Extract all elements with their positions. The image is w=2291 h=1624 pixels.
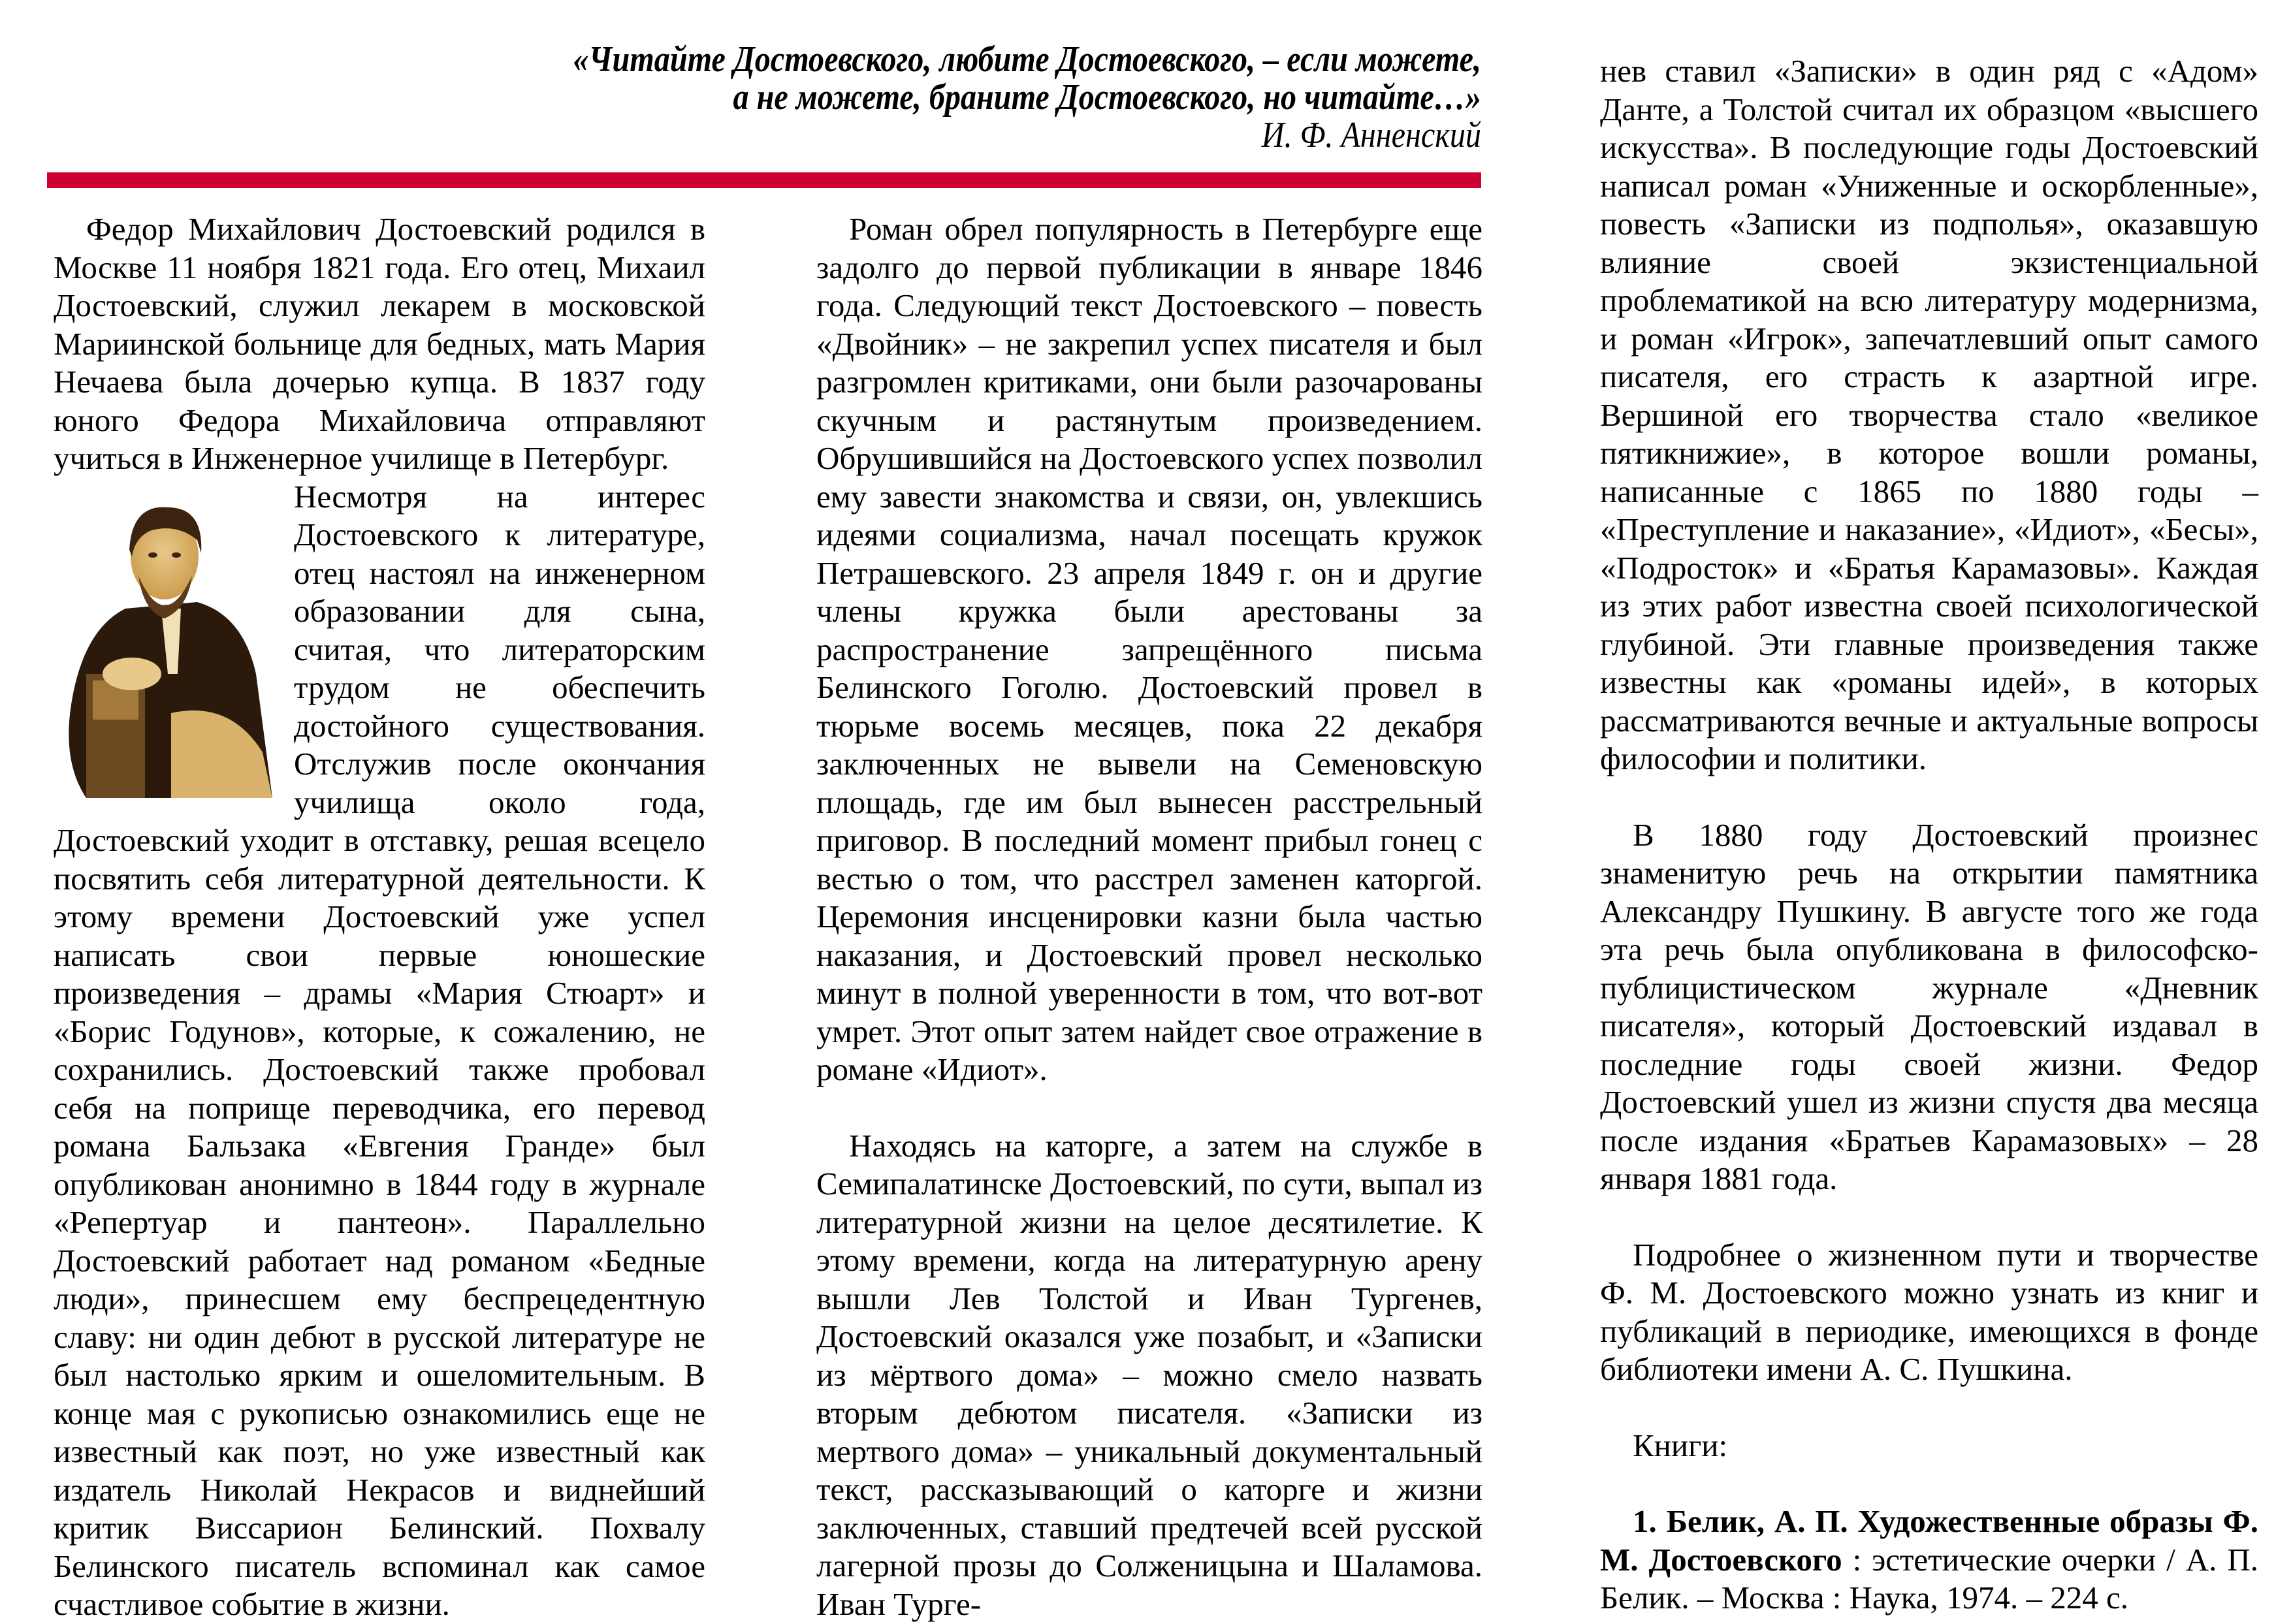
- paragraph-great-works: нев ставил «Записки» в один ряд с «Адом» Данте, а Толстой считал их образцом «высшего искусства». В последующие годы Достоевский написал роман «Униженные и оскорбленные», повесть «Записки из подполья», оказавшую влияние своей экзистенциальной проблематикой на всю литературу модернизма, и роман «Игрок», запечатлевший опыт самого писателя, его страсть к азартной игре. Вершиной его творчества стало «великое пятикнижие», в которое вошли романы, написанные с 1865 по 1880 годы – «Преступление и наказание», «Идиот», «Бесы», «Подросток» и «Братья Карамазовы». Каждая из этих работ известна своей психологической глубиной. Эти главные произведения также известны как «романы идей», в которых рассматриваются вечные и актуальные вопросы философии и политики.: [1600, 53, 2258, 776]
- book-details: : эстетические очерки / А. П. Белик. – Москва : Наука, 1974. – 224 с.: [1600, 1541, 2259, 1616]
- paragraph-library-note: Подробнее о жизненном пути и творчестве Ф. М. Достоевского можно узнать из книг и публикаций в периодике, имеющихся в фонде библиотеки имени А. С. Пушкина.: [1600, 1236, 2258, 1387]
- paragraph-novel-popularity: Роман обрел популярность в Петербурге еще задолго до первой публикации в январе 1846 года. Следующий текст Достоевского – повесть «Двойник» – не закрепил успех писателя и был разгромлен критиками, они были разочарованы скучным и растянутым произведением. Обрушившийся на Достоевского успех позволил ему завести знакомства и связи, он, увлекшись идеями социализма, начал посещать кружок Петрашевского. 23 апреля 1849 г. он и другие члены кружка были арестованы за распространение запрещённого письма Белинского Гоголю. Достоевский провел в тюрьме восемь месяцев, пока 22 декабря заключенных не вывели на Семеновскую площадь, где им был вынесен расстрельный приговор. В последний момент прибыл гонец с вестью о том, что расстрел заменен каторгой. Церемония инсценировки казни была частью наказания, и Достоевский провел несколько минут в полной уверенности в том, что вот-вот умрет. Этот опыт затем найдет свое отражение в романе «Идиот».: [816, 211, 1482, 1087]
- epigraph-line-1: «Читайте Достоевского, любите Достоевского, – если можете,: [573, 39, 1481, 80]
- paragraph-katorga: Находясь на каторге, а затем на службе в Семипалатинске Достоевский, по сути, выпал из литературной жизни на целое десятилетие. К этому времени, когда на литературную арену вышли Лев Толстой и Иван Тургенев, Достоевский оказался уже позабыт, и «Записки из мёртвого дома» – можно смело назвать вторым дебютом писателя. «Записки из мертвого дома» – уникальный документальный текст, рассказывающий о каторге и жизни заключенных, ставший предтечей всей русской лагерной прозы до Солженицына и Шаламова. Иван Турге-: [816, 1127, 1482, 1622]
- paragraph-pushkin-speech: В 1880 году Достоевский произнес знаменитую речь на открытии памятника Александру Пушкину. В августе того же года эта речь была опубликована в философско-публицистическом журнале «Дневник писателя», который Достоевский издавал в последние годы своей жизни. Федор Достоевский ушел из жизни спустя два месяца после издания «Братьев Карамазовых» – 28 января 1881 года.: [1600, 816, 2258, 1196]
- paragraph-biography: Несмотря на интерес Достоевского к литературе, отец настоял на инженерном образовании для сына, считая, что литераторским трудом не обеспечить достойного существования. Отслужив после окончания училища около года, Достоевский уходит в отставку, решая всецело посвятить себя литературной деятельности. К этому времени Достоевский уже успел написать свои первые юношеские произведения – драмы «Мария Стюарт» и «Борис Годунов», которые, к сожалению, не сохранились. Достоевский также пробовал себя на поприще переводчика, его перевод романа Бальзака «Евгения Гранде» был опубликован анонимно в 1844 году в журнале «Репертуар и пантеон». Параллельно Достоевский работает над романом «Бедные люди», принесшем ему беспрецедентную славу: ни один дебют в русской литературе не был настолько ярким и ошеломительным. В конце мая с рукописью ознакомились еще не известный как поэт, но уже известный как издатель Николай Некрасов и виднейший критик Виссарион Белинский. Похвалу Белинского писатель вспоминал как самое счастливое событие в жизни.: [54, 478, 705, 1622]
- portrait-dostoevsky-icon: [47, 478, 282, 798]
- epigraph-line-2: а не можете, браните Достоевского, но читайте…»: [733, 77, 1481, 118]
- column-left: [54, 210, 705, 1624]
- paragraph-intro: Федор Михайлович Достоевский родился в Москве 11 ноября 1821 года. Его отец, Михаил Достоевский, служил лекарем в московской Мариинской больнице для бедных, мать Мария Нечаева была дочерью купца. В 1837 году юного Федора Михайловича отправляют учиться в Инженерное училище в Петербург.: [54, 211, 705, 476]
- books-heading: Книги:: [1633, 1427, 1728, 1463]
- book-number: 1.: [1633, 1503, 1657, 1539]
- portrait-image: [47, 478, 282, 798]
- column-middle: [816, 210, 1482, 1623]
- epigraph: [240, 40, 1481, 154]
- book-title: Белик, А. П. Художественные образы Ф. М. Достоевского: [1600, 1503, 2258, 1578]
- epigraph-author: И. Ф. Анненский: [1261, 115, 1481, 155]
- accent-divider: [47, 172, 1481, 188]
- column-right: [1600, 52, 2258, 1617]
- book-entry: [1600, 1503, 2258, 1617]
